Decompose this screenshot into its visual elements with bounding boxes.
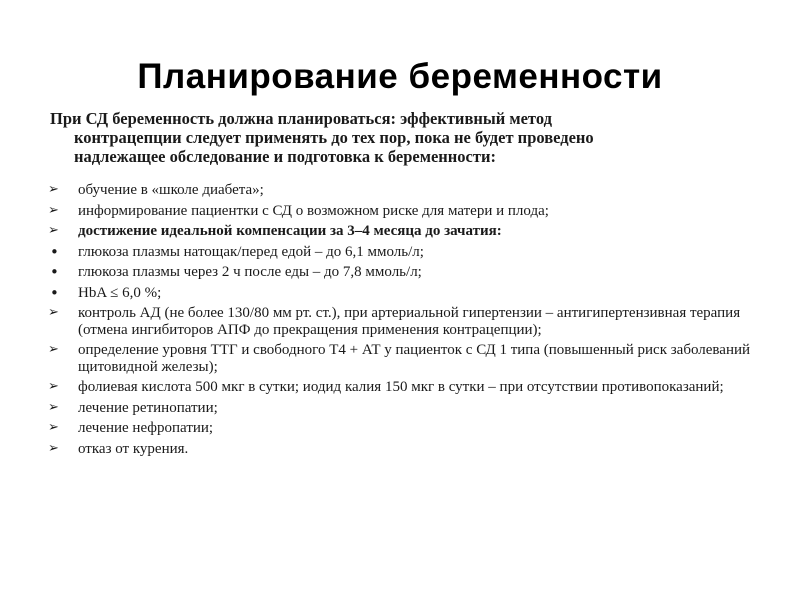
slide-title: Планирование беременности: [137, 57, 663, 96]
arrow-bullet-icon: ➢: [48, 342, 59, 357]
list-item-text: отказ от курения.: [78, 440, 189, 457]
intro-line-2: контрацепции следует применять до тех пор, пока не будет проведено: [74, 128, 594, 147]
list-item-text: обучение в «школе диабета»;: [78, 182, 264, 198]
list-item: [48, 441, 760, 458]
list-item: [48, 379, 760, 396]
list-item-text: глюкоза плазмы через 2 ч после еды – до 7,8 ммоль/л;: [78, 264, 422, 280]
list-item: [48, 244, 760, 261]
intro-line-1: При СД беременность должна планироваться: эффективный метод: [50, 109, 552, 128]
bullet-list: [48, 182, 760, 461]
list-item-text: HbA ≤ 6,0 %;: [78, 284, 162, 301]
intro-paragraph: [50, 109, 755, 166]
list-item-text: контроль АД (не более 130/80 мм рт. ст.), при артериальной гипертензии – антигипертензивная терапия (отмена ингибиторов АПФ до прекращения применения контрацепции);: [78, 305, 741, 338]
list-item-text: достижение идеальной компенсации за 3–4 месяца до зачатия:: [78, 223, 502, 239]
list-item-text: глюкоза плазмы натощак/перед едой – до 6,1 ммоль/л;: [78, 243, 424, 260]
arrow-bullet-icon: ➢: [48, 379, 59, 394]
arrow-bullet-icon: ➢: [48, 223, 59, 238]
list-item: [48, 285, 760, 302]
dot-bullet-icon: •: [50, 263, 59, 281]
list-item-text: лечение нефропатии;: [78, 420, 214, 436]
arrow-bullet-icon: ➢: [48, 182, 59, 197]
list-item: [48, 420, 760, 437]
list-item-text: определение уровня ТТГ и свободного Т4 + АТ у пациенток с СД 1 типа (повышенный риск заболеваний щитовидной железы);: [78, 342, 751, 375]
list-item: [48, 223, 760, 240]
list-item: [48, 203, 760, 220]
dot-bullet-icon: •: [50, 283, 59, 302]
list-item: [48, 400, 760, 417]
list-item-text: лечение ретинопатии;: [78, 399, 218, 416]
list-item: [48, 264, 760, 281]
arrow-bullet-icon: ➢: [48, 305, 59, 320]
intro-line-3: надлежащее обследование и подготовка к беременности:: [74, 147, 496, 166]
dot-bullet-icon: •: [50, 242, 59, 261]
list-item: [48, 182, 760, 199]
arrow-bullet-icon: ➢: [48, 202, 59, 218]
list-item-text: информирование пациентки с СД о возможном риске для матери и плода;: [78, 202, 549, 219]
list-item: [48, 305, 760, 338]
arrow-bullet-icon: ➢: [48, 420, 59, 435]
arrow-bullet-icon: ➢: [48, 440, 59, 456]
list-item: [48, 342, 760, 375]
list-item-text: фолиевая кислота 500 мкг в сутки; иодид калия 150 мкг в сутки – при отсутствии противопоказаний;: [78, 379, 724, 395]
arrow-bullet-icon: ➢: [48, 399, 59, 415]
